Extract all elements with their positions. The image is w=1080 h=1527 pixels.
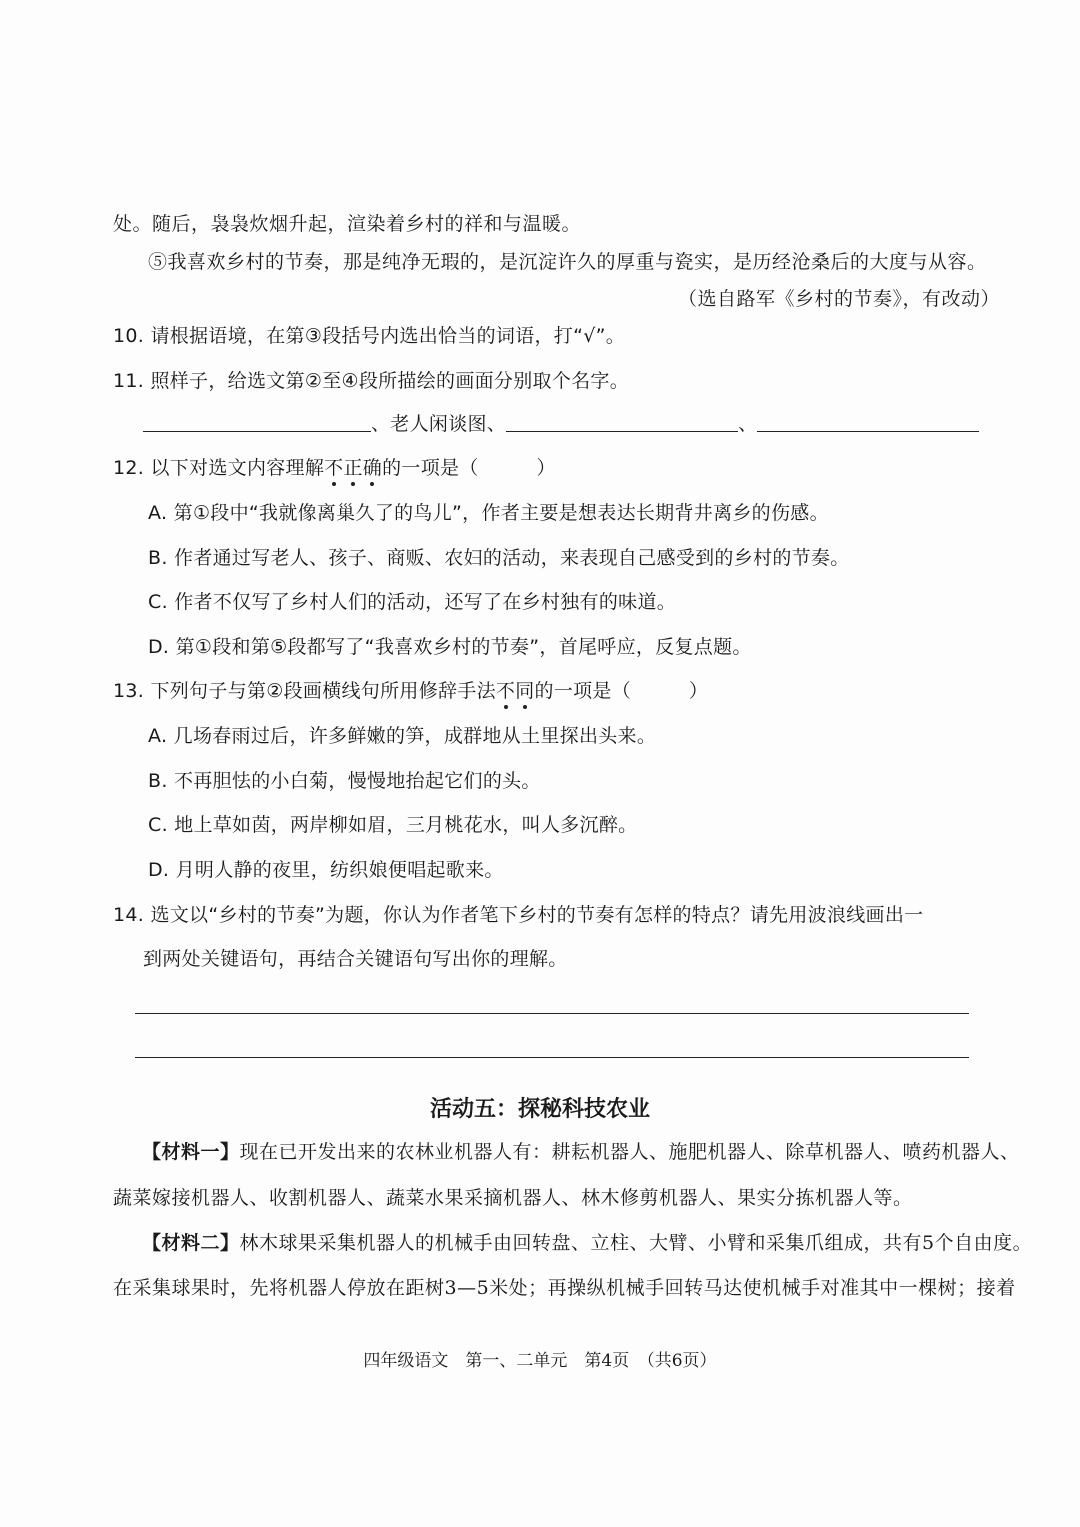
question-11-stem: 11. 照样子，给选文第②至④段所描绘的画面分别取个名字。 <box>113 370 630 392</box>
emphasis-char: 同 <box>515 680 535 702</box>
separator: 、 <box>738 413 758 435</box>
emphasis-char: 不 <box>324 457 344 479</box>
q13-option-b: B. 不再胆怯的小白菊，慢慢地抬起它们的头。 <box>148 770 541 792</box>
material-2-text: 林木球果采集机器人的机械手由回转盘、立柱、大臂、小臂和采集爪组成，共有5个自由度。 <box>239 1232 1033 1254</box>
activity-title: 活动五：探秘科技农业 <box>429 1097 650 1122</box>
q13-option-d: D. 月明人静的夜里，纺织娘便唱起歌来。 <box>148 859 504 881</box>
question-11-answer-row <box>143 412 979 436</box>
page-footer: 四年级语文 第一、二单元 第4页 （共6页） <box>363 1351 717 1371</box>
material-1-line2: 蔬菜嫁接机器人、收割机器人、蔬菜水果采摘机器人、林木修剪机器人、果实分拣机器人等。 <box>113 1187 913 1209</box>
q13-option-a: A. 几场春雨过后，许多鲜嫩的笋，成群地从土里探出头来。 <box>148 725 657 747</box>
question-10: 10. 请根据语境，在第③段括号内选出恰当的词语，打“√”。 <box>113 325 626 347</box>
question-12-stem <box>113 456 556 480</box>
emphasis-char: 不 <box>495 680 516 702</box>
answer-blank[interactable] <box>506 413 738 432</box>
material-1-line1 <box>142 1140 1020 1164</box>
emphasis-char: 正 <box>343 457 363 479</box>
passage-source: （选自路军《乡村的节奏》，有改动） <box>678 288 1001 310</box>
q12-option-c: C. 作者不仅写了乡村人们的活动，还写了在乡村独有的味道。 <box>148 591 677 613</box>
material-2-label: 【材料二】 <box>142 1232 240 1254</box>
material-1-label: 【材料一】 <box>142 1141 240 1163</box>
material-1-text: 现在已开发出来的农林业机器人有：耕耘机器人、施肥机器人、除草机器人、喷药机器人、 <box>239 1141 1020 1163</box>
question-14-line2: 到两处关键语句，再结合关键语句写出你的理解。 <box>143 948 568 970</box>
passage-para5: ⑤我喜欢乡村的节奏，那是纯净无瑕的，是沉淀许久的厚重与瓷实，是历经沧桑后的大度与从容。 <box>148 251 987 273</box>
question-13-stem <box>113 679 708 703</box>
question-14-line1: 14. 选文以“乡村的节奏”为题，你认为作者笔下乡村的节奏有怎样的特点？请先用波浪线画出一 <box>113 904 924 926</box>
material-2-line1 <box>142 1231 1032 1255</box>
emphasis-char: 确 <box>362 457 383 479</box>
example-title: 、老人闲谈图、 <box>371 413 507 435</box>
q12-option-b: B. 作者通过写老人、孩子、商贩、农妇的活动，来表现自己感受到的乡村的节奏。 <box>148 547 850 569</box>
stem-text: 的一项是（ ） <box>534 680 709 702</box>
answer-line[interactable] <box>135 1013 969 1014</box>
q13-option-c: C. 地上草如茵，两岸柳如眉，三月桃花水，叫人多沉醉。 <box>148 814 638 836</box>
answer-blank[interactable] <box>143 413 371 432</box>
material-2-line2: 在采集球果时，先将机器人停放在距树3—5米处；再操纵机械手回转马达使机械手对准其中一棵树；接着 <box>113 1277 1016 1299</box>
stem-text: 13. 下列句子与第②段画横线句所用修辞手法 <box>113 680 496 702</box>
q12-option-a: A. 第①段中“我就像离巢久了的鸟儿”，作者主要是想表达长期背井离乡的伤感。 <box>148 502 829 524</box>
answer-line[interactable] <box>135 1057 969 1058</box>
stem-text: 12. 以下对选文内容理解 <box>113 457 325 479</box>
passage-tail: 处。随后，袅袅炊烟升起，渲染着乡村的祥和与温暖。 <box>113 213 582 235</box>
answer-blank[interactable] <box>757 413 979 432</box>
q12-option-d: D. 第①段和第⑤段都写了“我喜欢乡村的节奏”，首尾呼应，反复点题。 <box>148 636 752 658</box>
stem-text: 的一项是（ ） <box>382 457 556 479</box>
